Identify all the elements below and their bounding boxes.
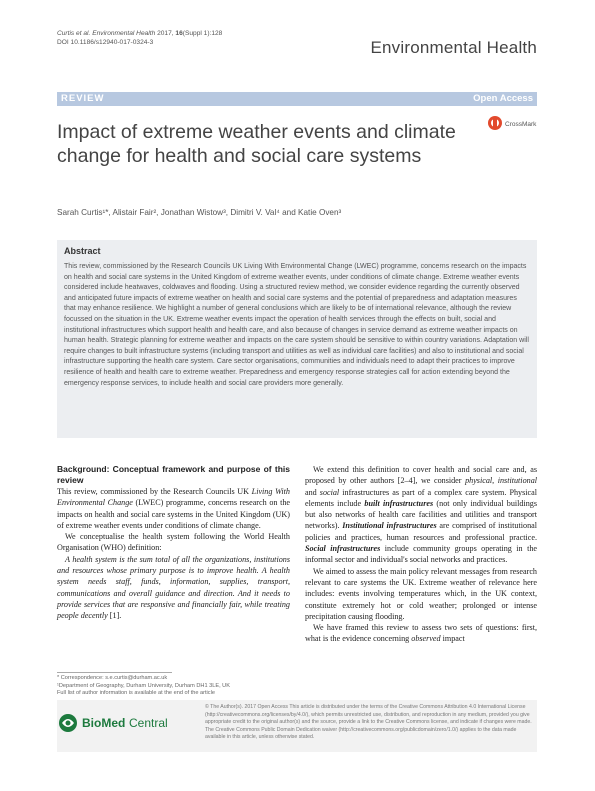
- abstract-heading: Abstract: [64, 246, 101, 256]
- citation-journal: Environmental Health: [92, 30, 156, 37]
- logo-text-light: Central: [129, 716, 168, 730]
- article-type-banner: [57, 92, 537, 106]
- crossmark-icon: [487, 112, 547, 134]
- section-heading: Background: Conceptual framework and purpose of this review: [57, 464, 290, 485]
- biomed-central-icon: [58, 712, 173, 734]
- article-title: Impact of extreme weather events and climate change for health and social care systems: [57, 121, 456, 167]
- journal-name: Environmental Health: [370, 38, 537, 57]
- citation-volume: 16: [175, 30, 183, 37]
- paragraph: We aimed to assess the main policy relevant messages from research relevant to care systems the UK. Extreme weather of relevance here includes: events involving temperatures which, in the UK context, constitute extremely hot or cold weather; prolonged or intense precipitation causing flooding.: [305, 566, 537, 621]
- affiliation: ¹Department of Geography, Durham University, Durham DH1 3LE, UK: [57, 682, 230, 689]
- logo-text-bold: BioMed: [82, 716, 126, 730]
- license-text: © The Author(s). 2017 Open Access This article is distributed under the terms of the Creative Commons Attribution 4.0 International License (http://creativecommons.org/licenses/by/4.0/), which permits unrestricted use, distribution, and reproduction in any medium, provided you give appropriate credit to the original author(s) and the source, provide a link to the Creative Commons license, and indicate if changes were made. The Creative Commons Public Domain Dedication waiver (http://creativecommons.org/publicdomain/zero/1.0/) applies to the data made available in this article, unless otherwise stated.: [205, 704, 532, 740]
- paragraph: We conceptualise the health system following the World Health Organisation (WHO) definition:: [57, 532, 290, 553]
- doi[interactable]: DOI 10.1186/s12940-017-0324-3: [57, 39, 154, 46]
- correspondence-email[interactable]: * Correspondence: s.e.curtis@durham.ac.uk: [57, 675, 168, 681]
- footnotes: [57, 675, 290, 698]
- abstract-text: This review, commissioned by the Research Councils UK Living With Environmental Change (LWEC) programme, concerns research on the impacts on health and social care systems in the United Kingdom of extreme weather events, under conditions of climate change. Extreme weather events considered include heatwaves, coldwaves and flooding. Using a structured review method, we consider evidence regarding the currently observed and anticipated future impacts of extreme weather on health and social care systems and the potential of preparedness and adaptation measures that may enhance resilience. We highlight a number of general conclusions which are likely to be of international relevance, although the review focussed on the situation in the UK. Extreme weather events impact the operation of health services through the effects on built, social and institutional infrastructures which support health and health care, and also because of changes in service demand as extreme weather impacts on human health. Strategic planning for extreme weather and impacts on the care system should be sensitive to within country variations. Adaptation will require changes to built infrastructure systems (including transport and utilities as well as individual care facilities) and also to institutional and social infrastructure supporting the health care system. Care sector organisations, communities and individuals need to adapt their practices to improve resilience of health and health care to extreme weather. Preparedness and emergency response strategies call for action extending beyond the emergency response services, to include health and social care providers more generally.: [64, 263, 529, 387]
- footnote-divider: [57, 672, 172, 673]
- open-access-label: Open Access: [473, 93, 533, 104]
- abstract-box: [57, 240, 537, 438]
- author-info-note: Full list of author information is available at the end of the article: [57, 690, 215, 697]
- crossmark-label: CrossMark: [505, 121, 537, 128]
- citation-year: 2017,: [155, 30, 176, 37]
- right-column: [305, 464, 537, 645]
- left-column: [57, 464, 290, 622]
- citation-issue: (Suppl 1):128: [182, 30, 223, 37]
- publisher-logo[interactable]: [58, 712, 173, 734]
- paragraph: We extend this definition to cover health and social care and, as proposed by other authors [2–4], we consider physical, institutional and social infrastructures as part of a complex care system. Physical elements include built infrastructures (not only individual buildings but also networks of health care facilities and utilities and transport networks). Institutional infrastructures are comprised of institutional policies and practices, human resources and professional practice. Social infrastructures include community groups operating in the informal sector and individual's social networks and practices.: [305, 465, 538, 565]
- author-list: Sarah Curtis¹*, Alistair Fair², Jonathan Wistow³, Dimitri V. Val⁴ and Katie Oven³: [57, 208, 342, 217]
- article-type-label: REVIEW: [61, 93, 105, 104]
- citation-header: [57, 29, 222, 47]
- citation-authors: Curtis et al.: [57, 30, 91, 37]
- definition-quote: A health system is the sum total of all the organizations, institutions and resources whose primary purpose is to improve health. A health system needs staff, funds, information, supplies, transport, communications and overall guidance and direction. And it needs to provide services that are responsive and financially fair, while treating people decently [1].: [57, 554, 290, 621]
- paragraph: We have framed this review to assess two sets of questions: first, what is the evidence concerning observed impact: [305, 623, 537, 644]
- crossmark-badge[interactable]: [487, 112, 547, 134]
- paragraph: This review, commissioned by the Research Councils UK Living With Environmental Change (LWEC) programme, concerns research on the impacts on health and social care systems in the United Kingdom (UK) of extreme weather events under conditions of climate change.: [57, 487, 290, 530]
